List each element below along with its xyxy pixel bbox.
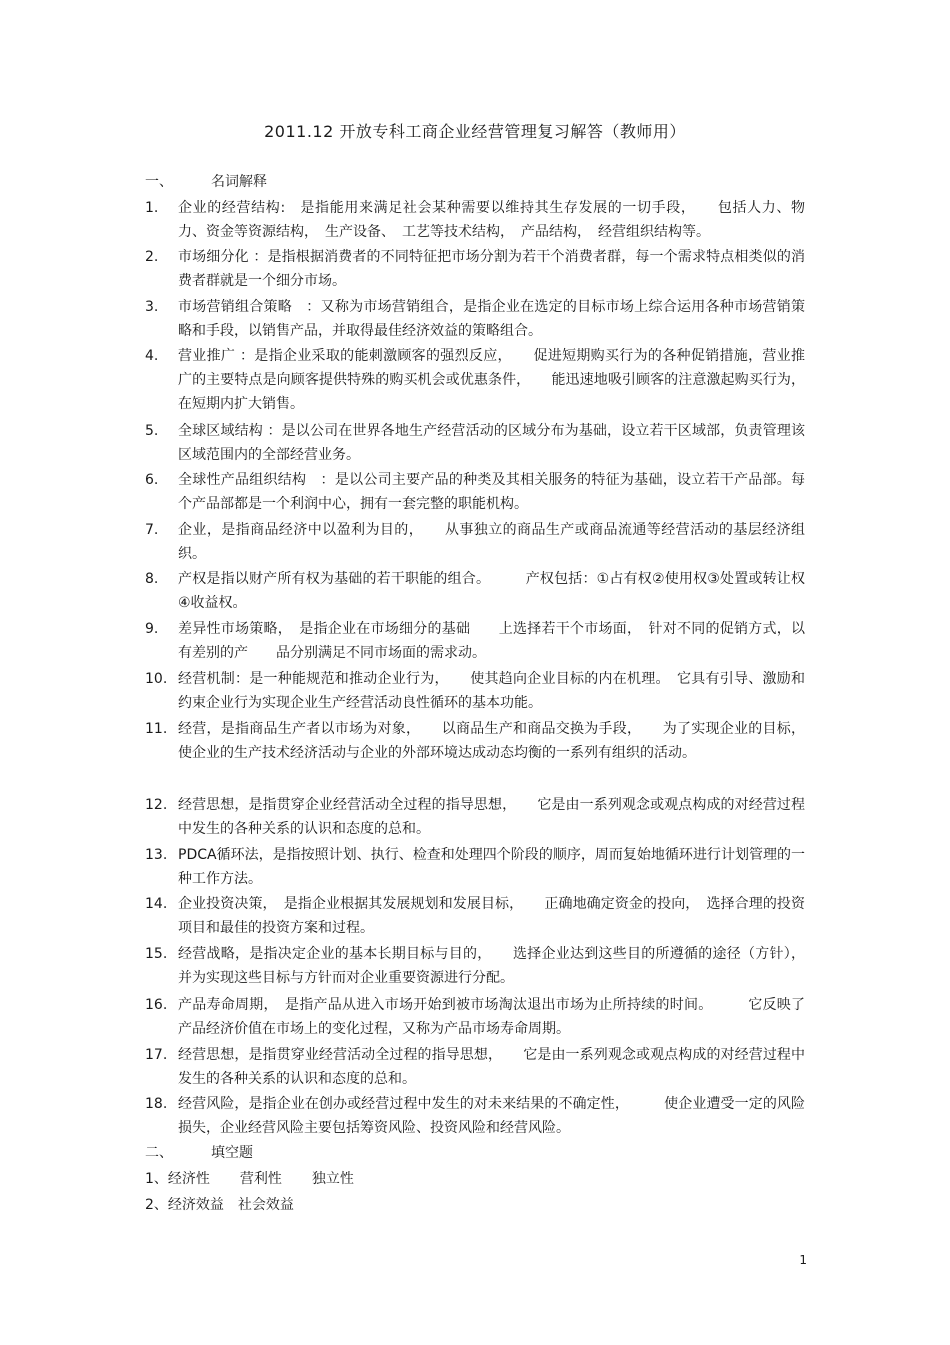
item-number: 6.	[145, 472, 159, 488]
item-text: 经营思想，是指贯穿企业经营活动全过程的指导思想， 它是由一系列观念或观点构成的对经营过程中发生的各种关系的认识和态度的总和。	[178, 797, 805, 837]
page-title: 2011.12 开放专科工商企业经营管理复习解答（教师用）	[264, 122, 686, 141]
definition-item	[145, 942, 805, 990]
section-label: 填空题	[211, 1145, 253, 1161]
fill-answer-1	[145, 1168, 384, 1188]
definition-item	[145, 892, 805, 940]
item-text: 企业，是指商品经济中以盈利为目的， 从事独立的商品生产或商品流通等经营活动的基层经济组织。	[178, 522, 805, 562]
item-number: 17.	[145, 1047, 168, 1063]
item-text: 经营风险，是指企业在创办或经营过程中发生的对未来结果的不确定性， 使企业遭受一定的风险损失，企业经营风险主要包括筹资风险、投资风险和经营风险。	[178, 1096, 805, 1136]
item-text: 经营思想，是指贯穿业经营活动全过程的指导思想， 它是由一系列观念或观点构成的对经营过程中发生的各种关系的认识和态度的总和。	[178, 1047, 805, 1087]
section-label: 名词解释	[211, 174, 267, 190]
item-text: 全球性产品组织结构 ：是以公司主要产品的种类及其相关服务的特征为基础，设立若干产品部。每个产品部都是一个利润中心，拥有一套完整的职能机构。	[178, 472, 805, 512]
fill-answer: 社会效益	[237, 1197, 294, 1213]
definition-item	[145, 667, 805, 715]
section-heading-1	[145, 171, 267, 191]
item-number: 15.	[145, 946, 168, 962]
definition-item	[145, 518, 805, 566]
fill-answer-2	[145, 1194, 324, 1214]
fill-answer: 经济性	[167, 1171, 210, 1187]
item-text: 差异性市场策略， 是指企业在市场细分的基础 上选择若干个市场面， 针对不同的促销方式，以有差别的产 品分别满足不同市场面的需求动。	[178, 621, 805, 661]
item-text: 市场营销组合策略 ：又称为市场营销组合，是指企业在选定的目标市场上综合运用各种市场营销策略和手段，以销售产品，并取得最佳经济效益的策略组合。	[178, 299, 805, 339]
item-text: 全球区域结构 ：是以公司在世界各地生产经营活动的区域分布为基础，设立若干区域部，负责管理该区域范围内的全部经营业务。	[178, 423, 805, 463]
item-number: 8.	[145, 571, 159, 587]
definition-item	[145, 993, 805, 1041]
item-number: 1.	[145, 200, 159, 216]
definition-item	[145, 1043, 805, 1091]
definition-item	[145, 419, 805, 467]
definition-item	[145, 468, 805, 516]
fill-answer: 独立性	[311, 1171, 354, 1187]
item-number: 11.	[145, 721, 168, 737]
section-number: 二、	[145, 1145, 173, 1161]
item-text: 经营战略，是指决定企业的基本长期目标与目的， 选择企业达到这些目的所遵循的途径（方针），并为实现这些目标与方针而对企业重要资源进行分配。	[178, 946, 805, 986]
fill-answer: 经济效益	[167, 1197, 224, 1213]
item-text: 经营，是指商品生产者以市场为对象， 以商品生产和商品交换为手段， 为了实现企业的目标，使企业的生产技术经济活动与企业的外部环境达成动态均衡的一系列有组织的活动。	[178, 721, 805, 761]
definition-item	[145, 245, 805, 293]
item-text: 产品寿命周期， 是指产品从进入市场开始到被市场淘汰退出市场为止所持续的时间。 它反映了产品经济价值在市场上的变化过程，又称为产品市场寿命周期。	[178, 997, 805, 1037]
item-text: 经营机制：是一种能规范和推动企业行为， 使其趋向企业目标的内在机理。 它具有引导、激励和约束企业行为实现企业生产经营活动良性循环的基本功能。	[178, 671, 805, 711]
fill-answer: 营利性	[239, 1171, 282, 1187]
definition-item	[145, 843, 805, 891]
item-text: 产权是指以财产所有权为基础的若干职能的组合。 产权包括：①占有权②使用权③处置或转让权④收益权。	[178, 571, 805, 611]
item-text: 企业的经营结构: 是指能用来满足社会某种需要以维持其生存发展的一切手段， 包括人力、物力、资金等资源结构， 生产设备、 工艺等技术结构， 产品结构， 经营组织结构等。	[178, 200, 805, 240]
item-text: 企业投资决策， 是指企业根据其发展规划和发展目标， 正确地确定资金的投向， 选择合理的投资项目和最佳的投资方案和过程。	[178, 896, 805, 936]
item-number: 12.	[145, 797, 168, 813]
fill-number: 1、	[145, 1171, 168, 1187]
item-number: 10.	[145, 671, 168, 687]
section-number: 一、	[145, 174, 173, 190]
definition-item	[145, 1092, 805, 1140]
definition-item	[145, 617, 805, 665]
fill-number: 2、	[145, 1197, 168, 1213]
item-number: 2.	[145, 249, 159, 265]
item-text: PDCA循环法，是指按照计划、执行、检查和处理四个阶段的顺序，周而复始地循环进行计划管理的一种工作方法。	[178, 847, 805, 887]
item-text: 营业推广 ：是指企业采取的能刺激顾客的强烈反应， 促进短期购买行为的各种促销措施，营业推广的主要特点是向顾客提供特殊的购买机会或优惠条件， 能迅速地吸引顾客的注意激起购买行为，在短期内扩大销售。	[178, 348, 805, 412]
section-heading-2	[145, 1142, 253, 1162]
item-number: 5.	[145, 423, 159, 439]
item-number: 3.	[145, 299, 159, 315]
item-text: 市场细分化 ：是指根据消费者的不同特征把市场分割为若干个消费者群，每一个需求特点相类似的消费者群就是一个细分市场。	[178, 249, 805, 289]
definition-item	[145, 344, 805, 416]
page-number: 1	[799, 1253, 807, 1267]
item-number: 9.	[145, 621, 159, 637]
definition-item	[145, 295, 805, 343]
item-number: 7.	[145, 522, 159, 538]
item-number: 14.	[145, 896, 168, 912]
definition-item	[145, 567, 805, 615]
item-number: 16.	[145, 997, 168, 1013]
item-number: 4.	[145, 348, 159, 364]
item-number: 13.	[145, 847, 168, 863]
definition-item	[145, 196, 805, 244]
definition-item	[145, 793, 805, 841]
definition-item	[145, 717, 805, 765]
item-number: 18.	[145, 1096, 168, 1112]
